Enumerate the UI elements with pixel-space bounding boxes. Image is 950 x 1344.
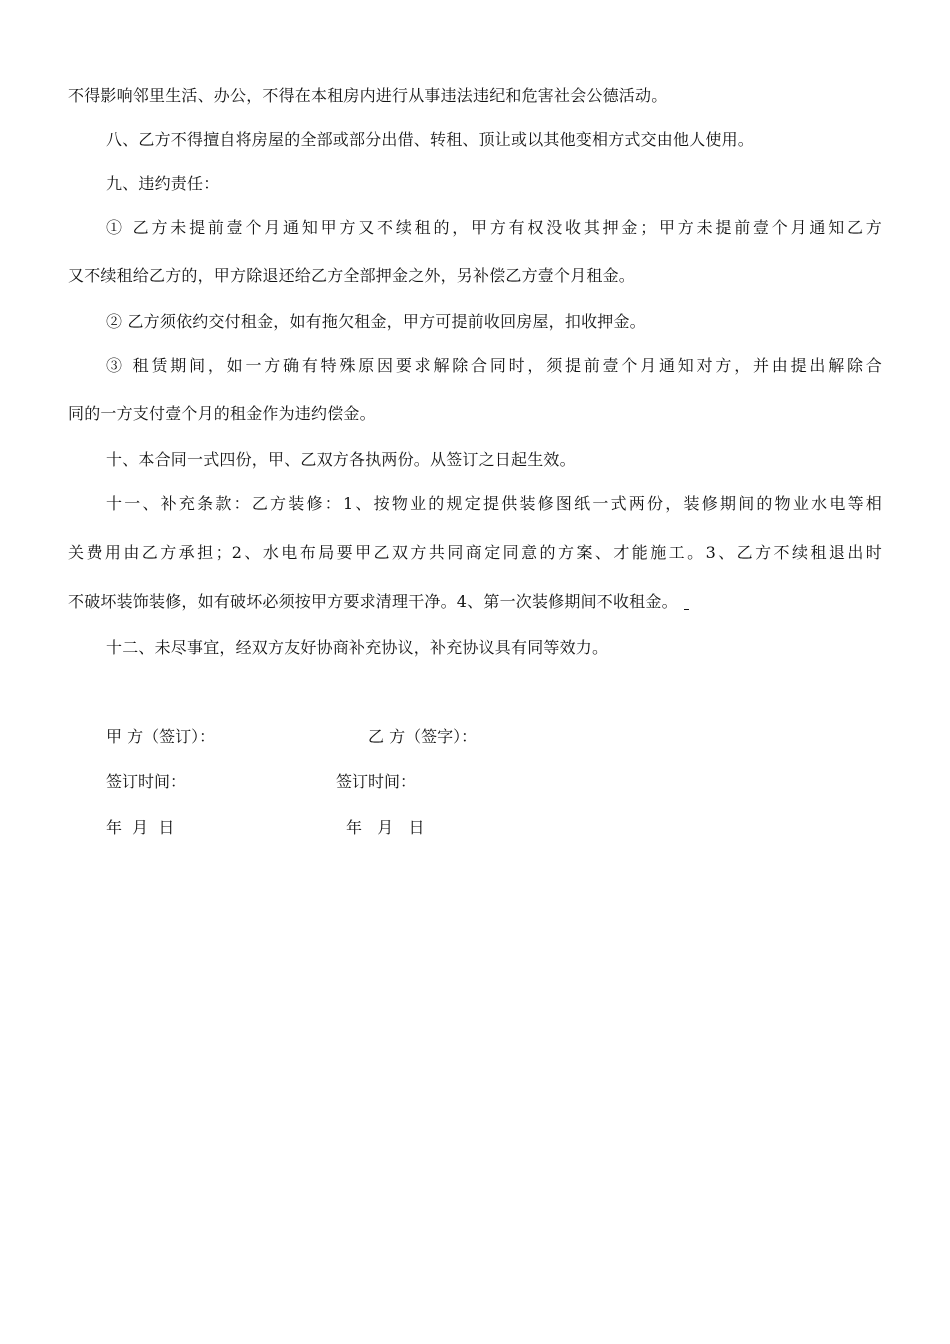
clause-9-item-3-line-1: ③ 租赁期间，如一方确有特殊原因要求解除合同时，须提前壹个月通知对方，并由提出解除合 <box>106 356 882 375</box>
paragraph-continuation: 不得影响邻里生活、办公，不得在本租房内进行从事违法违纪和危害社会公德活动。 <box>68 86 668 105</box>
underline-mark <box>684 609 689 610</box>
clause-9-heading: 九、违约责任： <box>106 174 220 193</box>
party-b-date-fields: 年 月 日 <box>346 818 425 837</box>
party-a-signature-label: 甲 方（签订）： <box>106 727 216 746</box>
clause-9-item-1-line-2: 又不续租给乙方的，甲方除退还给乙方全部押金之外，另补偿乙方壹个月租金。 <box>68 266 636 285</box>
clause-9-item-2: ② 乙方须依约交付租金，如有拖欠租金，甲方可提前收回房屋，扣收押金。 <box>106 312 646 331</box>
clause-12: 十二、未尽事宜，经双方友好协商补充协议，补充协议具有同等效力。 <box>106 638 609 657</box>
clause-11-line-3 <box>68 592 689 612</box>
party-b-signature-label: 乙 方（签字）： <box>368 727 478 746</box>
clause-11-line-2: 关费用由乙方承担；2、水电布局要甲乙双方共同商定同意的方案、才能施工。3、乙方不续租退出时 <box>68 543 882 562</box>
clause-8: 八、乙方不得擅自将房屋的全部或部分出借、转租、顶让或以其他变相方式交由他人使用。 <box>106 130 755 149</box>
clause-11-line-3-text: 不破坏装饰装修，如有破坏必须按甲方要求清理干净。4、第一次装修期间不收租金。 <box>68 592 678 611</box>
clause-9-item-1-line-1: ① 乙方未提前壹个月通知甲方又不续租的，甲方有权没收其押金；甲方未提前壹个月通知乙方 <box>106 218 882 237</box>
clause-9-item-3-line-2: 同的一方支付壹个月的租金作为违约偿金。 <box>68 404 376 423</box>
party-b-date-label: 签订时间： <box>336 772 417 791</box>
party-a-date-label: 签订时间： <box>106 772 187 791</box>
clause-10: 十、本合同一式四份，甲、乙双方各执两份。从签订之日起生效。 <box>106 450 576 469</box>
party-a-date-fields: 年 月 日 <box>106 818 175 837</box>
clause-11-line-1: 十一、补充条款：乙方装修：1、按物业的规定提供装修图纸一式两份，装修期间的物业水电等相 <box>106 494 882 513</box>
